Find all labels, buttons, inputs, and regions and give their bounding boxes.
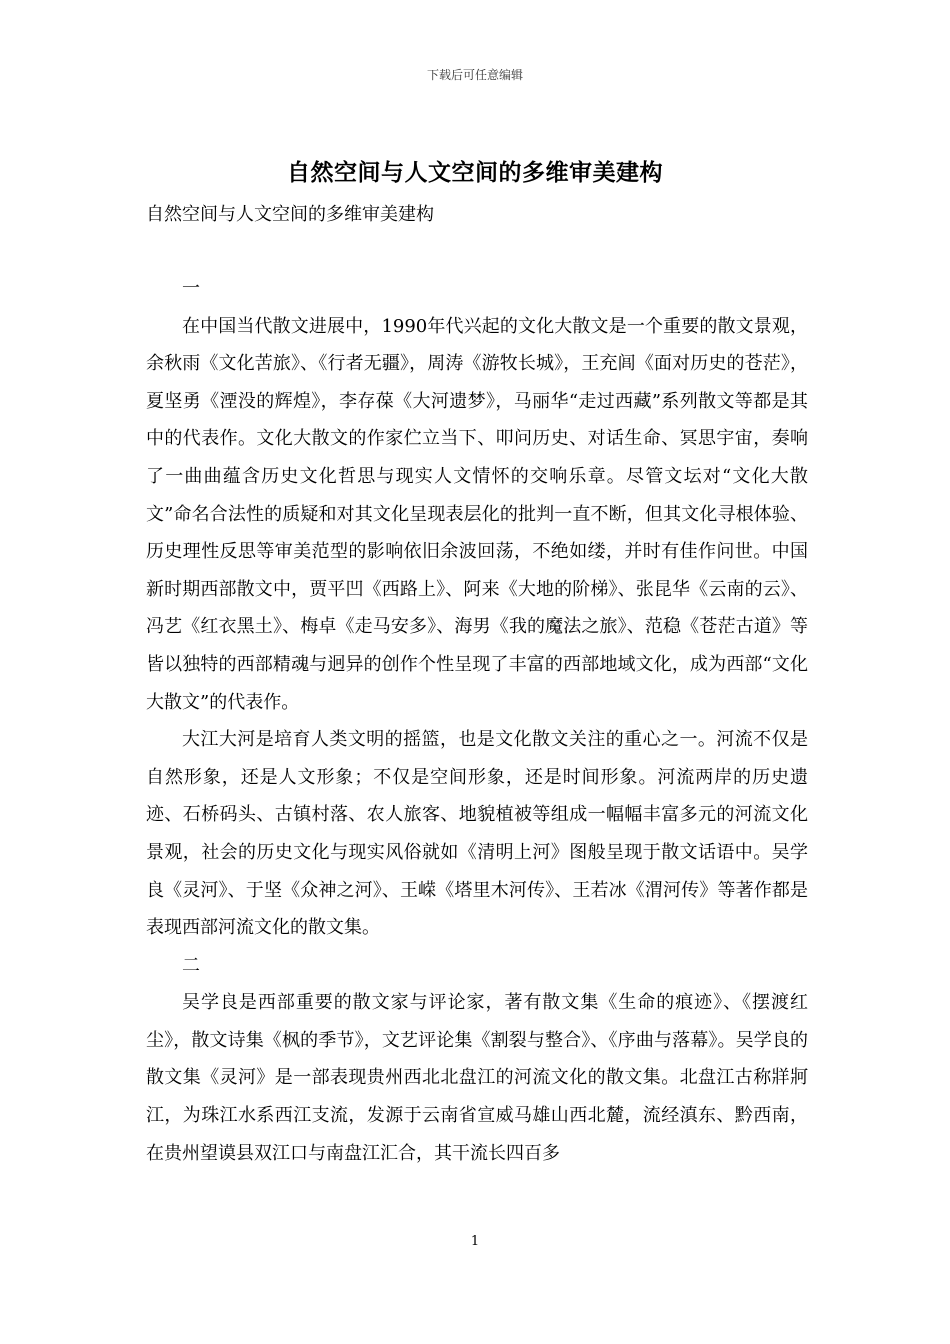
section-heading-one: 一 bbox=[182, 278, 200, 299]
document-title: 自然空间与人文空间的多维审美建构 bbox=[287, 159, 663, 186]
section-heading-two: 二 bbox=[182, 954, 200, 976]
body-paragraph: 大江大河是培育人类文明的摇篮，也是文化散文关注的重心之一。河流不仅是自然形象，还是人文形象；不仅是空间形象，还是时间形象。河流两岸的历史遗迹、石桥码头、古镇村落、农人旅客、地貌植被等组成一幅幅丰富多元的河流文化景观，社会的历史文化与现实风俗就如《清明上河》图般呈现于散文话语中。吴学良《灵河》、于坚《众神之河》、王嵘《塔里木河传》、王若冰《渭河传》等著作都是表现西部河流文化的散文集。 bbox=[146, 729, 808, 939]
page-header-note: 下载后可任意编辑 bbox=[426, 68, 523, 82]
document-body bbox=[146, 270, 808, 1172]
body-paragraph: 吴学良是西部重要的散文家与评论家，著有散文集《生命的痕迹》、《摆渡红尘》，散文诗集《枫的季节》，文艺评论集《割裂与整合》、《序曲与落幕》。吴学良的散文集《灵河》是一部表现贵州西北北盘江的河流文化的散文集。北盘江古称牂牁江，为珠江水系西江支流，发源于云南省宣威马雄山西北麓，流经滇东、黔西南，在贵州望谟县双江口与南盘江汇合，其干流长四百多 bbox=[146, 992, 808, 1164]
document-subtitle: 自然空间与人文空间的多维审美建构 bbox=[146, 204, 434, 225]
body-paragraph: 在中国当代散文进展中，1990年代兴起的文化大散文是一个重要的散文景观，余秋雨《文化苦旅》、《行者无疆》，周涛《游牧长城》，王充闾《面对历史的苍茫》，夏坚勇《湮没的辉煌》，李存葆《大河遗梦》，马丽华“走过西藏”系列散文等都是其中的代表作。文化大散文的作家伫立当下、叩问历史、对话生命、冥思宇宙，奏响了一曲曲蕴含历史文化哲思与现实人文情怀的交响乐章。尽管文坛对“文化大散文”命名合法性的质疑和对其文化呈现表层化的批判一直不断，但其文化寻根体验、历史理性反思等审美范型的影响依旧余波回荡，不绝如缕，并时有佳作问世。中国新时期西部散文中，贾平凹《西路上》、阿来《大地的阶梯》、张昆华《云南的云》、冯艺《红衣黑土》、梅卓《走马安多》、海男《我的魔法之旅》、范稳《苍茫古道》等皆以独特的西部精魂与迥异的创作个性呈现了丰富的西部地域文化，成为西部“文化大散文”的代表作。 bbox=[146, 315, 808, 713]
page-number: 1 bbox=[470, 1234, 480, 1249]
